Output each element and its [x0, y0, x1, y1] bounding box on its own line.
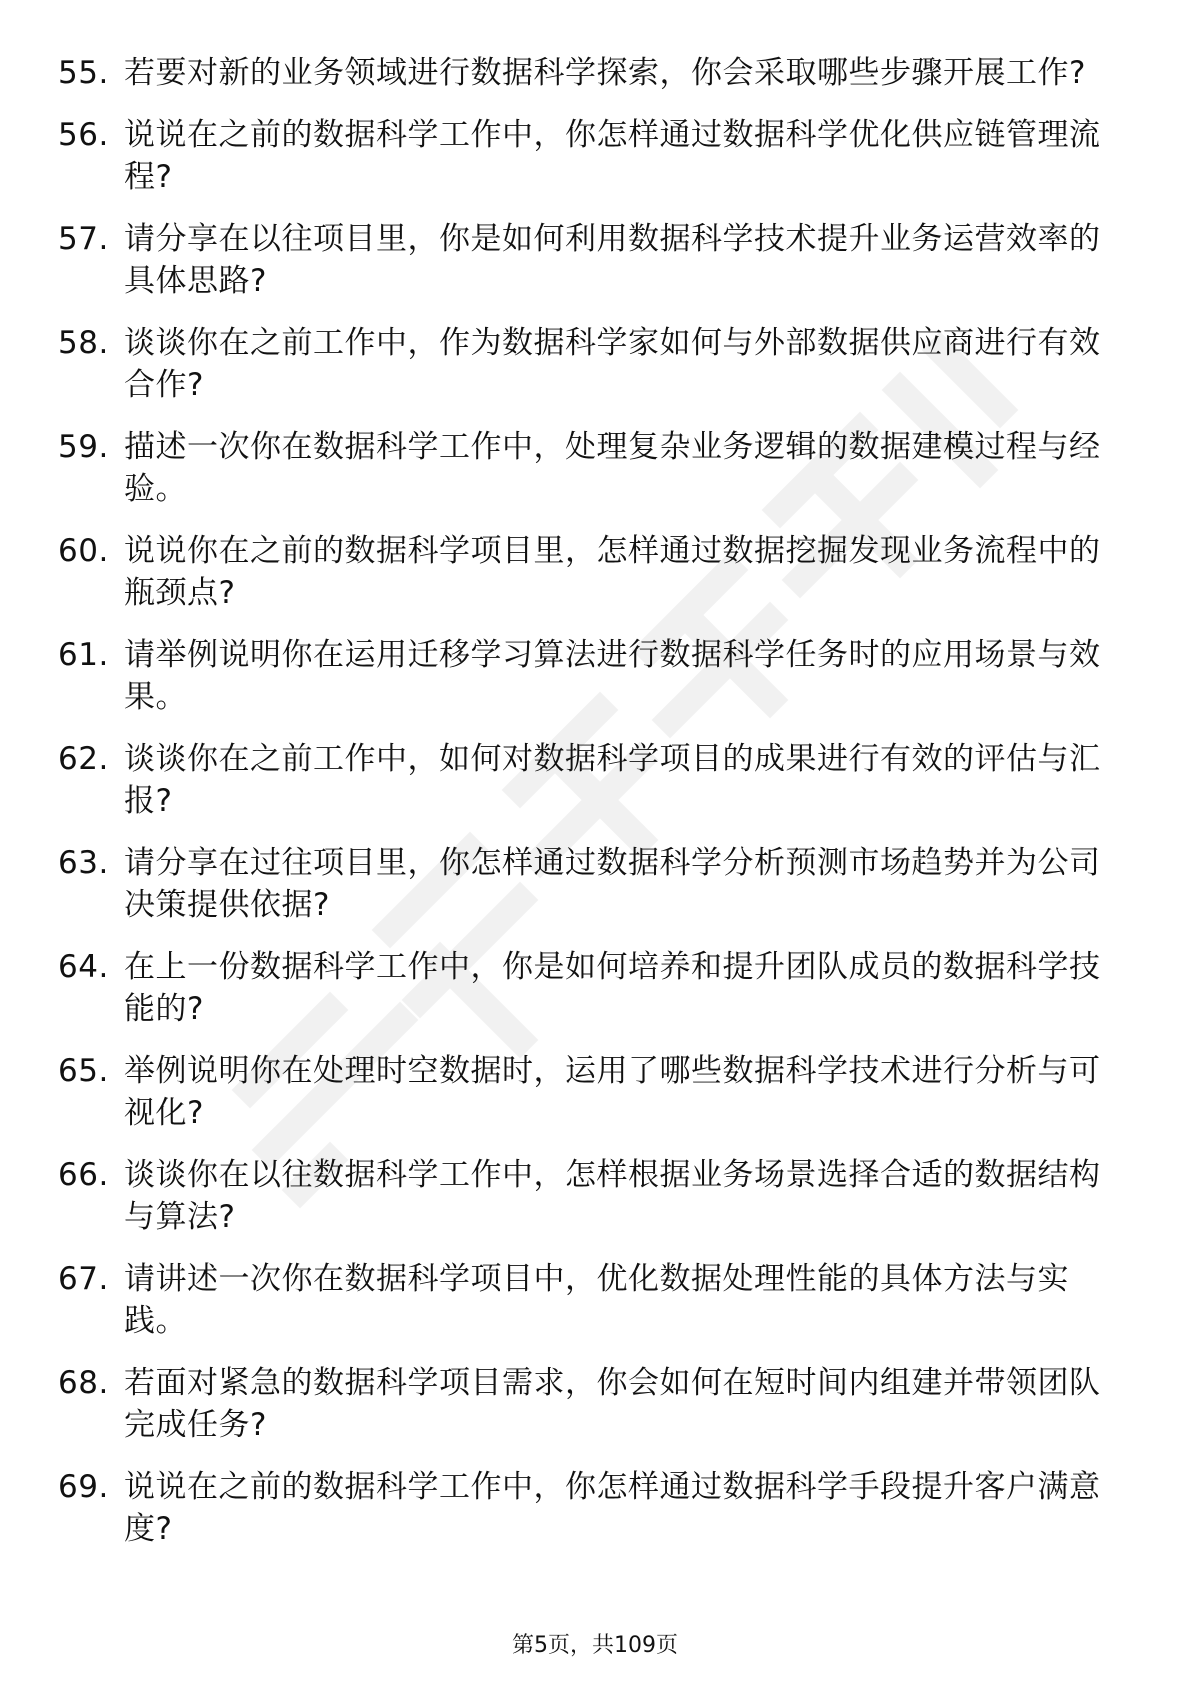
question-item: [58, 946, 1118, 1030]
question-text: 举例说明你在处理时空数据时，运用了哪些数据科学技术进行分析与可视化?: [124, 1053, 1101, 1131]
question-text: 谈谈你在之前工作中，如何对数据科学项目的成果进行有效的评估与汇报?: [124, 741, 1101, 819]
question-item: [58, 842, 1118, 926]
question-number: 68.: [58, 1365, 109, 1401]
question-number: 55.: [58, 55, 109, 91]
question-number: 57.: [58, 221, 109, 257]
question-list: [58, 52, 1118, 1570]
question-item: [58, 530, 1118, 614]
question-number: 67.: [58, 1261, 109, 1297]
question-text: 说说你在之前的数据科学项目里，怎样通过数据挖掘发现业务流程中的瓶颈点?: [124, 533, 1101, 611]
question-item: [58, 1050, 1118, 1134]
question-text: 若要对新的业务领域进行数据科学探索，你会采取哪些步骤开展工作?: [124, 55, 1086, 91]
question-number: 61.: [58, 637, 109, 673]
question-item: [58, 1362, 1118, 1446]
question-item: [58, 1154, 1118, 1238]
question-text: 若面对紧急的数据科学项目需求，你会如何在短时间内组建并带领团队完成任务?: [124, 1365, 1101, 1443]
question-number: 63.: [58, 845, 109, 881]
question-number: 62.: [58, 741, 109, 777]
question-number: 65.: [58, 1053, 109, 1089]
question-text: 描述一次你在数据科学工作中，处理复杂业务逻辑的数据建模过程与经验。: [124, 429, 1101, 507]
question-text: 请举例说明你在运用迁移学习算法进行数据科学任务时的应用场景与效果。: [124, 637, 1101, 715]
question-text: 谈谈你在之前工作中，作为数据科学家如何与外部数据供应商进行有效合作?: [124, 325, 1101, 403]
question-item: [58, 218, 1118, 302]
question-text: 请讲述一次你在数据科学项目中，优化数据处理性能的具体方法与实践。: [124, 1261, 1069, 1339]
question-item: [58, 322, 1118, 406]
question-text: 请分享在过往项目里，你怎样通过数据科学分析预测市场趋势并为公司决策提供依据?: [124, 845, 1101, 923]
question-item: [58, 426, 1118, 510]
question-number: 64.: [58, 949, 109, 985]
question-text: 说说在之前的数据科学工作中，你怎样通过数据科学优化供应链管理流程?: [124, 117, 1101, 195]
question-number: 59.: [58, 429, 109, 465]
question-item: [58, 1258, 1118, 1342]
question-item: [58, 634, 1118, 718]
question-item: [58, 52, 1118, 94]
question-item: [58, 738, 1118, 822]
question-text: 请分享在以往项目里，你是如何利用数据科学技术提升业务运营效率的具体思路?: [124, 221, 1101, 299]
question-item: [58, 114, 1118, 198]
question-text: 说说在之前的数据科学工作中，你怎样通过数据科学手段提升客户满意度?: [124, 1469, 1101, 1547]
page-footer: 第5页，共109页: [512, 1633, 678, 1658]
question-text: 在上一份数据科学工作中，你是如何培养和提升团队成员的数据科学技能的?: [124, 949, 1101, 1027]
question-number: 66.: [58, 1157, 109, 1193]
question-text: 谈谈你在以往数据科学工作中，怎样根据业务场景选择合适的数据结构与算法?: [124, 1157, 1101, 1235]
question-number: 56.: [58, 117, 109, 153]
question-number: 60.: [58, 533, 109, 569]
question-number: 58.: [58, 325, 109, 361]
question-item: [58, 1466, 1118, 1550]
question-number: 69.: [58, 1469, 109, 1505]
